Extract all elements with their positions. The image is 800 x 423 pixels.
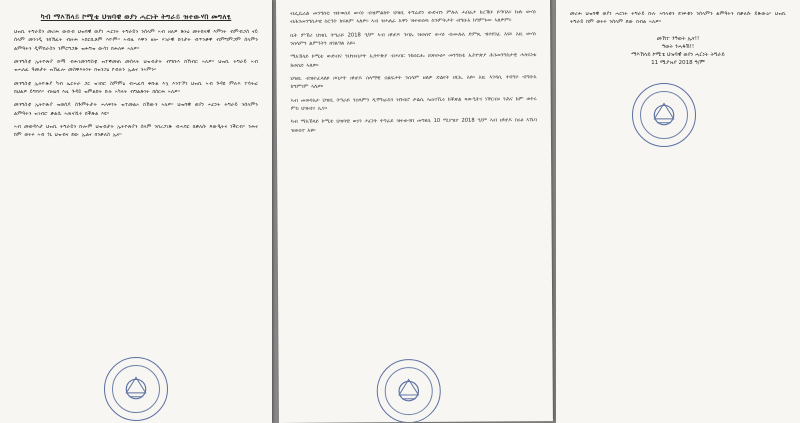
paragraph: ካብ ማእኸላይ ኮሚቴ ህዝባዊ ወያነ ሓርነት ትግራይ ዝተውሃበ መግለፂ 10 ሚያዝያ 2018 ዓ/ም ኣብ ዘካየዶ ስሩዕ ኣኼባ ዝወሰኖ እዩ። [290,117,537,134]
document-page-1 [0,0,272,423]
paragraph: ብፌዴራል መንግስቲ ዝተወሰደ ውሳነ ብዝምልከት ህዝቢ ትግራይን ውድብን ምሉእ ሓበሬታ ክረኽቡ ይግባእ። ኩሉ ውሳነ ብሕገመንግስታዊ ስርዓት ክፍጸም ኣለዎ። ኣብ ዝሓለፈ እዋን ዝተወሰዱ ስጉምትታት ብግቡእ ክግምገሙ ኣለዎም። [290,9,537,26]
paragraph: ኣብ መወዳእታ ህዝቢ ትግራይን ኩሎም ህዝብታት ኢትዮጵያን ሰላም ንክረጋገጽ ብሓባር ክቃለሱ ጻውዒትና ነቕርብ። ንሕና ከም ወትሩ ኣብ ጎኒ ህዝብና ደው ኢልና ክንቃለስ ኢና። [14,124,258,139]
paragraph: ህዝቢ ብዝተፈላለዩ ዞባታት ዘካየዶ ሰላማዊ ሰልፍታት ንሰላም ዘለዎ ድልየት ዘርኢ እዩ። እዚ ኣገዳሲ ተበግሶ ብግቡእ ክግምገም ኣለዎ። [290,74,537,91]
slogan: ዓወት ንሓፋሽ!! [661,43,695,50]
document-page-3 [556,0,800,423]
paragraph: ማእኸላይ ኮሚቴ ውድብና ንህዝብታት ኢትዮጵያ ብሓባር ንክሰርሑ ይጽውዕ። መንግስቲ ኢትዮጵያ ሕገመንግስታዊ ሓላፍነቱ ክወስድ ኣለዎ። [290,52,537,69]
official-seal [632,83,696,147]
document-date: 11 ሚያዝያ 2018 ዓ/ም [651,59,705,66]
document-page-2 [276,0,553,423]
slogan: መኸተ ንዓወት ኢና!! [656,35,700,42]
paragraph: መንግስቲ ኢትዮጵያ ድማ ብሕገመንግስቲ ዝተቐመጠ መሰላት ህዝብታት ብግቡእ ከኽብር ኣለዎ። ህዝቢ ትግራይ ኣብ ዝሓለፈ ዓመታት ዝኸፈሎ መስዋእትነት ክዝንጋዕ የብሉን ኢልና ንኣምን። [14,59,258,74]
paragraph: ኣብ መወዳእታ ህዝቢ ትግራይ ንሰላምን ዲሞክራስን ዝገብሮ ቃልሲ ኣጠናኺሩ ክቕጽል ጻውዒትና ነቕርብ። ንሕና ከም ወትሩ ምስ ህዝብና ኢና። [290,95,537,112]
official-seal [377,359,441,423]
paragraph: መንግስቲ ኢትዮጵያ ዝወሰዶ ስጉምትታት ሓላፍነት ዝተመልኦ ክኸውን ኣለዎ። ህዝባዊ ወያነ ሓርነት ትግራይ ንሰላምን ልምዓትን ዝገብሮ ቃልሲ ኣጠናኺሩ ክቕጽል እዩ። [14,102,258,117]
signatory: ማእኸላይ ኮሚቴ ህዝባዊ ወያነ ሓርነት ትግራይ [631,51,725,58]
official-seal [104,357,168,421]
paragraph: መሪሕ ህዝባዊ ወያነ ሓርነት ትግራይ ኩሉ ኣባላቱን ደገፍቱን ንሰላምን ልምዓትን ክቃለሱ ይጽውዕ። ህዝቢ ትግራይ ከም ወትሩ ንሰላም ደው ክብል ኣለዎ። [570,11,786,26]
paragraph: ህዝቢ ትግራይን መሪሕ ውድብ ህዝባዊ ወያነ ሓርነት ትግራይን ንሰላም ኣብ ዘለዎ ጽኑዕ መትከላዊ እምነት ብምብጋስ ናይ ሰላም መንገዲ ንክኽፈት ብዙሕ ኣበርኪቶም እዮም። ኣብዚ እዋን ዘሎ ሃገራዊ ኩነታት ብጥንቃቐ ብምግምጋም ሰላምን ልምዓትን ዲሞክራስን ንምርግጋጽ ዝሕግዝ ውሳነ ክሕለፍ ኣለዎ። [14,29,258,52]
closing-block [570,35,786,67]
paragraph: መንግስቲ ኢትዮጵያ ካብ ኤርትራ ጋር ዝገበሮ ስምምዕ ብሓፈሻ ቅቡል እኳ እንተኾነ ህዝቢ ኣብ ጉዳዩ ምሉእ ተሳትፎ ክህልዎ ይግባእ። ብዛዕባ እዚ ጉዳይ ዝምልከት ኩሉ ኣካላት ብግልጽነት ክሰርሕ ኣለዎ። [14,80,258,96]
paragraph: ቤት ምኽሪ ህዝቢ ትግራይ 2018 ዓ/ም ኣብ ዘካየዶ ጉባኤ ዝወሰኖ ውሳነ ብሙሉእ ድምጺ ዝተደገፈ እዩ። እዚ ውሳነ ንሰላምን ልምዓትን ዘገልግል እዩ። [290,30,537,47]
document-title: ካብ ማእኸላይ ኮሚቴ ህዝባዊ ወያነ ሓርነት ትግራይ ዝተውሃበ መግለፂ [40,12,232,21]
